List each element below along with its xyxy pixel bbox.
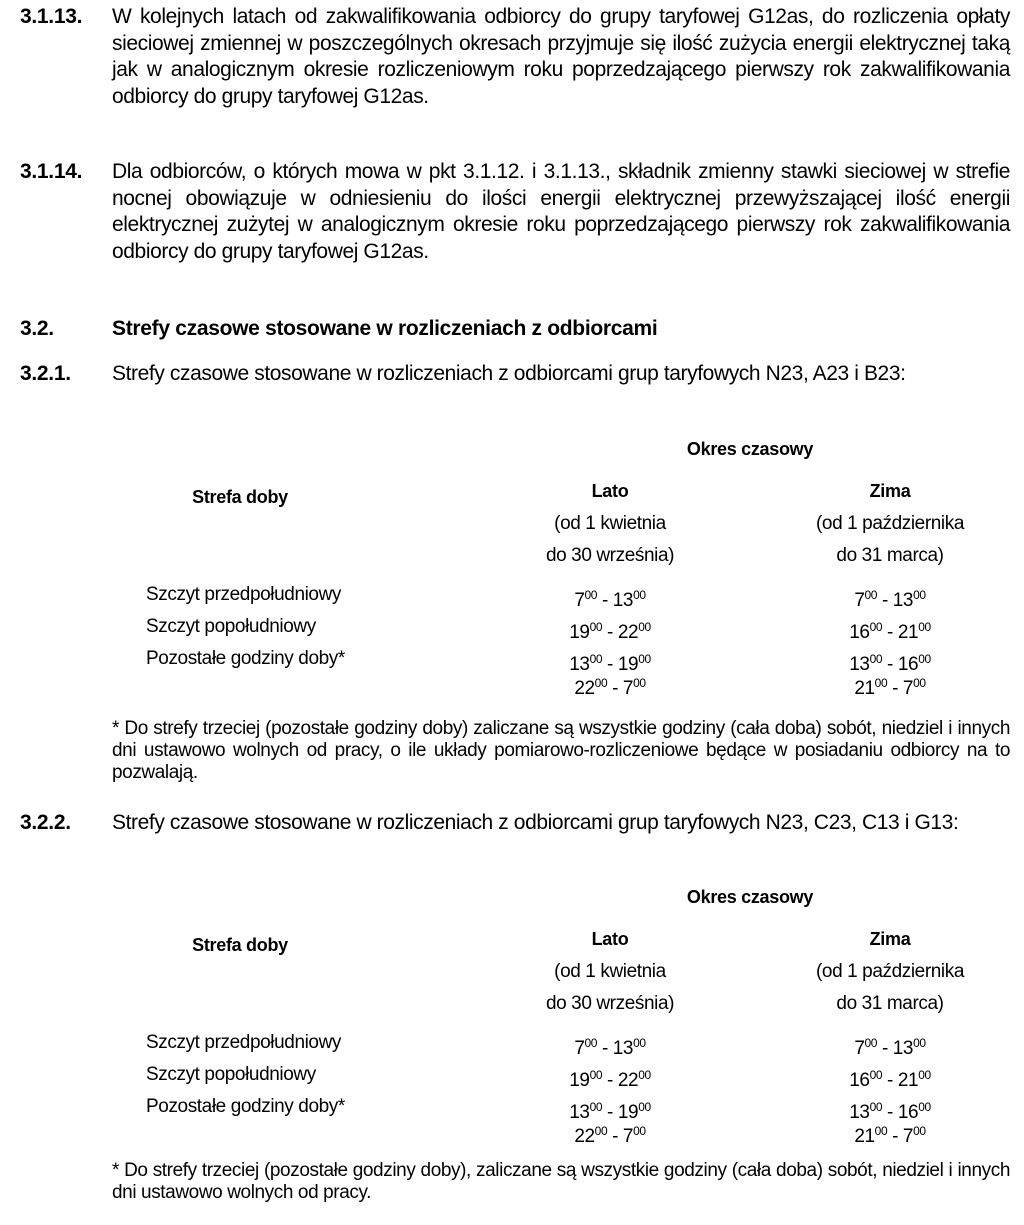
- range-separator: -: [882, 622, 898, 643]
- hour-range: [490, 1031, 730, 1061]
- hour: 16: [849, 1070, 870, 1091]
- hour: 7: [574, 1038, 585, 1059]
- zone-label: Szczyt przedpołudniowy: [146, 584, 342, 605]
- range-separator: -: [602, 1102, 618, 1123]
- zone-header: Strefa doby: [192, 487, 288, 507]
- summer-range-end: do 30 września): [545, 993, 675, 1014]
- hour: 19: [569, 622, 590, 643]
- hour-range: [770, 615, 1010, 645]
- summer-range-start: (od 1 kwietnia: [554, 961, 666, 982]
- minutes: 00: [874, 676, 888, 690]
- minutes: 00: [589, 1068, 603, 1082]
- section-text-3-2-2: Strefy czasowe stosowane w rozliczeniach z odbiorcami grup taryfowych N23, C23, C13 i G13:: [112, 811, 959, 834]
- range-separator: -: [607, 1126, 623, 1147]
- minutes: 00: [589, 620, 603, 634]
- range-separator: -: [597, 590, 613, 611]
- period-header: Okres czasowy: [686, 439, 814, 459]
- range-separator: -: [602, 1070, 618, 1091]
- hour: 19: [569, 1070, 590, 1091]
- hour-range: [490, 1119, 730, 1149]
- hour: 7: [854, 1038, 865, 1059]
- hour: 22: [574, 1126, 595, 1147]
- winter-range-start: (od 1 października: [815, 513, 965, 534]
- winter-range-start: (od 1 października: [815, 961, 965, 982]
- zone-label: Szczyt popołudniowy: [146, 1064, 316, 1085]
- minutes: 00: [918, 1068, 931, 1082]
- hour: 13: [612, 1038, 634, 1059]
- hour: 21: [854, 678, 875, 699]
- range-separator: -: [882, 654, 898, 675]
- hour-range: [770, 671, 1010, 701]
- zone-label: Pozostałe godziny doby*: [146, 1096, 345, 1117]
- minutes: 00: [584, 588, 598, 602]
- range-separator: -: [882, 1102, 898, 1123]
- section-text-3-1-14: Dla odbiorców, o których mowa w pkt 3.1.12. i 3.1.13., składnik zmienny stawki sieciowej w strefie nocnej obowiązuje w odniesieniu do ilości energii elektrycznej przewyższającej ilość energii elektrycznej zużytej w analogicznym okresie roku poprzedzającego pierwszy rok zakwalifikowania odbiorcy do grupy taryfowej G12as.: [112, 160, 1010, 263]
- section-number-3-2: 3.2.: [20, 317, 54, 340]
- hour: 21: [897, 622, 919, 643]
- table-2-footnote: * Do strefy trzeciej (pozostałe godziny doby), zaliczane są wszystkie godziny (cała doba) sobót, niedziel i innych dni ustawowo wolnych od pracy.: [112, 1160, 1010, 1203]
- hour-range: [490, 671, 730, 701]
- range-separator: -: [602, 654, 618, 675]
- minutes: 00: [633, 588, 646, 602]
- minutes: 00: [633, 676, 646, 690]
- section-text-3-1-13: W kolejnych latach od zakwalifikowania odbiorcy do grupy taryfowej G12as, do rozliczenia opłaty sieciowej zmiennej w poszczególnych okresach przyjmuje się ilość zużycia energii elektrycznej taką jak w analogicznym okresie rozliczeniowym roku poprzedzającego pierwszy rok zakwalifikowania odbiorcy do grupy taryfowej G12as.: [112, 5, 1010, 108]
- hour: 7: [902, 678, 914, 699]
- minutes: 00: [633, 1124, 646, 1138]
- zone-label: Szczyt popołudniowy: [146, 616, 316, 637]
- minutes: 00: [913, 676, 926, 690]
- hour: 7: [574, 590, 585, 611]
- table-1-footnote: * Do strefy trzeciej (pozostałe godziny doby) zaliczane są wszystkie godziny (cała doba) sobót, niedziel i innych dni ustawowo wolnych od pracy, o ile układy pomiarowo-rozliczeniowe będące w posiadaniu odbiorcy na to pozwalają.: [112, 718, 1010, 783]
- hour-range: [770, 583, 1010, 613]
- winter-range-end: do 31 marca): [836, 545, 944, 566]
- time-zones-table-2: [0, 876, 1024, 1166]
- range-separator: -: [887, 678, 903, 699]
- hour: 7: [902, 1126, 914, 1147]
- hour-range: [770, 1031, 1010, 1061]
- minutes: 00: [913, 588, 926, 602]
- minutes: 00: [918, 652, 931, 666]
- section-number-3-2-2: 3.2.2.: [20, 811, 71, 834]
- minutes: 00: [638, 1100, 651, 1114]
- period-header: Okres czasowy: [686, 887, 814, 907]
- winter-range-end: do 31 marca): [836, 993, 944, 1014]
- minutes: 00: [913, 1124, 926, 1138]
- zone-label: Szczyt przedpołudniowy: [146, 1032, 342, 1053]
- hour-range: [490, 1063, 730, 1093]
- hour: 13: [892, 590, 914, 611]
- range-separator: -: [882, 1070, 898, 1091]
- minutes: 00: [918, 1100, 931, 1114]
- minutes: 00: [864, 588, 878, 602]
- minutes: 00: [594, 1124, 608, 1138]
- minutes: 00: [589, 1100, 603, 1114]
- minutes: 00: [869, 652, 883, 666]
- minutes: 00: [874, 1124, 888, 1138]
- zone-label: Pozostałe godziny doby*: [146, 648, 345, 669]
- time-zones-table-1: [0, 428, 1024, 718]
- minutes: 00: [594, 676, 608, 690]
- summer-range-end: do 30 września): [545, 545, 675, 566]
- zone-header: Strefa doby: [192, 935, 288, 955]
- minutes: 00: [638, 652, 651, 666]
- hour: 22: [617, 622, 639, 643]
- minutes: 00: [638, 1068, 651, 1082]
- minutes: 00: [918, 620, 931, 634]
- section-number-3-1-14: 3.1.14.: [20, 160, 83, 183]
- minutes: 00: [913, 1036, 926, 1050]
- summer-header: Lato: [591, 481, 629, 501]
- range-separator: -: [887, 1126, 903, 1147]
- hour: 13: [569, 1102, 590, 1123]
- minutes: 00: [869, 620, 883, 634]
- minutes: 00: [869, 1100, 883, 1114]
- minutes: 00: [864, 1036, 878, 1050]
- summer-range-start: (od 1 kwietnia: [554, 513, 666, 534]
- section-number-3-1-13: 3.1.13.: [20, 5, 83, 28]
- hour-range: [490, 583, 730, 613]
- winter-header: Zima: [869, 929, 911, 949]
- hour-range: [490, 615, 730, 645]
- minutes: 00: [633, 1036, 646, 1050]
- minutes: 00: [584, 1036, 598, 1050]
- hour: 7: [622, 678, 634, 699]
- minutes: 00: [869, 1068, 883, 1082]
- hour: 22: [617, 1070, 639, 1091]
- hour: 13: [569, 654, 590, 675]
- section-number-3-2-1: 3.2.1.: [20, 362, 71, 385]
- section-heading-3-2: Strefy czasowe stosowane w rozliczeniach z odbiorcami: [112, 317, 658, 340]
- minutes: 00: [638, 620, 651, 634]
- hour: 21: [897, 1070, 919, 1091]
- section-text-3-2-1: Strefy czasowe stosowane w rozliczeniach z odbiorcami grup taryfowych N23, A23 i B23:: [112, 362, 906, 385]
- hour: 7: [854, 590, 865, 611]
- hour-range: [770, 1119, 1010, 1149]
- hour-range: [770, 1063, 1010, 1093]
- hour: 13: [849, 1102, 870, 1123]
- range-separator: -: [607, 678, 623, 699]
- range-separator: -: [877, 590, 893, 611]
- minutes: 00: [589, 652, 603, 666]
- hour: 13: [849, 654, 870, 675]
- hour: 13: [892, 1038, 914, 1059]
- range-separator: -: [877, 1038, 893, 1059]
- winter-header: Zima: [869, 481, 911, 501]
- hour: 13: [612, 590, 634, 611]
- hour: 19: [617, 1102, 639, 1123]
- range-separator: -: [597, 1038, 613, 1059]
- hour: 22: [574, 678, 595, 699]
- hour: 19: [617, 654, 639, 675]
- hour: 16: [849, 622, 870, 643]
- hour: 21: [854, 1126, 875, 1147]
- range-separator: -: [602, 622, 618, 643]
- hour: 16: [897, 1102, 919, 1123]
- summer-header: Lato: [591, 929, 629, 949]
- hour: 7: [622, 1126, 634, 1147]
- hour: 16: [897, 654, 919, 675]
